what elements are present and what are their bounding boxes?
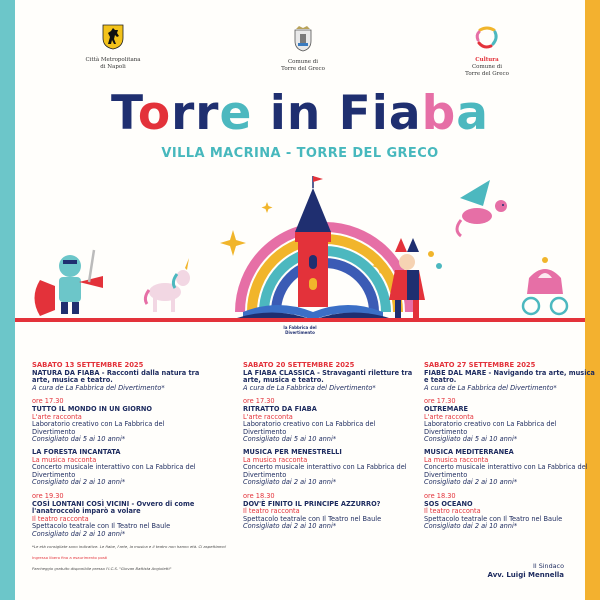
session-desc: Laboratorio creativo con La Fabbrica del Divertimento: [243, 420, 376, 436]
logo-cultura: [432, 24, 542, 78]
event-column-13-sept: [32, 362, 204, 538]
logo-cultura-line1: Cultura: [475, 57, 499, 63]
logo-metro-line1: Città Metropolitana: [85, 57, 141, 63]
partner-line1: la Fabbrica del: [283, 325, 317, 330]
jester-icon: [389, 238, 442, 318]
session-age: Consigliato dai 5 ai 10 anni*: [424, 435, 518, 444]
session-age: Consigliato dai 5 ai 10 anni*: [243, 435, 337, 444]
flying-dragon-icon: [457, 180, 507, 236]
event-theme: FIABE DAL MARE - Navigando tra arte, musica e teatro.: [424, 368, 595, 385]
session-genre: L'arte racconta: [32, 412, 82, 421]
session-title: OLTREMARE: [424, 404, 469, 413]
carriage-icon: [523, 257, 567, 314]
event-curated: A cura de La Fabbrica del Divertimento*: [243, 383, 376, 392]
session-age: Consigliato dai 2 ai 10 anni*: [243, 522, 337, 531]
session-age: Consigliato dai 5 ai 10 anni*: [32, 435, 126, 444]
session-desc: Spettacolo teatrale con Il Teatro nel Baule: [243, 514, 382, 523]
title-part-2: o: [137, 86, 172, 141]
event-time: ore 17.30: [243, 397, 275, 406]
footnote-age: *Le età consigliate sono indicative. Le fiabe, l'arte, la musica e il teatro non hanno età. Ci aspettiamo!: [32, 544, 227, 549]
session-title: DOV'È FINITO IL PRINCIPE AZZURRO?: [243, 499, 381, 508]
footnotes: [32, 545, 252, 571]
event-time: ore 18.30: [424, 491, 456, 500]
event-time: ore 17.30: [32, 397, 64, 406]
session-genre: L'arte racconta: [424, 412, 474, 421]
logo-cultura-line3: Torre del Greco: [465, 71, 509, 77]
session-title: TUTTO IL MONDO IN UN GIORNO: [32, 404, 153, 413]
event-column-27-sept: [424, 362, 596, 531]
logo-torre-line1: Comune di: [287, 59, 319, 65]
session-genre: Il teatro racconta: [424, 507, 481, 516]
title-part-1: T: [111, 86, 138, 141]
session-age: Consigliato dai 2 ai 10 anni*: [32, 529, 126, 538]
logo-citta-metropolitana: [58, 24, 168, 71]
mayor-signature: [468, 562, 584, 580]
session-genre: La musica racconta: [32, 455, 97, 464]
event-date: SABATO 20 SETTEMBRE 2025: [243, 361, 355, 369]
mayor-role: Il Sindaco: [533, 562, 564, 570]
title-part-4: e: [219, 86, 253, 141]
title-part-7: a: [456, 86, 489, 141]
event-theme: NATURA DA FIABA - Racconti dalla natura tra arte, musica e teatro.: [32, 368, 200, 385]
partner-logo-fabbrica: [278, 326, 322, 335]
logo-metro-line2: di Napoli: [100, 64, 126, 70]
session-genre: Il teatro racconta: [243, 507, 300, 516]
cultura-swirl-icon: [474, 24, 500, 50]
event-theme: LA FIABA CLASSICA - Stravaganti riletture tra arte, musica e teatro.: [243, 368, 413, 385]
subtitle: VILLA MACRINA - TORRE DEL GRECO: [161, 146, 439, 161]
event-column-20-sept: [243, 362, 415, 531]
event-date: SABATO 27 SETTEMBRE 2025: [424, 361, 536, 369]
event-date: SABATO 13 SETTEMBRE 2025: [32, 361, 144, 369]
session-genre: Il teatro racconta: [32, 514, 89, 523]
session-title: COSÌ LONTANI COSÌ VICINI - Ovvero di come l'anatroccolo imparò a volare: [32, 499, 195, 516]
title-part-3: rr: [171, 86, 220, 141]
session-genre: La musica racconta: [424, 455, 489, 464]
session-title: RITRATTO DA FIABA: [243, 404, 317, 413]
session-desc: Concerto musicale interattivo con La Fabbrica del Divertimento: [424, 463, 588, 479]
session-age: Consigliato dai 2 ai 10 anni*: [424, 522, 518, 531]
session-genre: La musica racconta: [243, 455, 308, 464]
session-desc: Spettacolo teatrale con Il Teatro nel Baule: [424, 514, 563, 523]
town-crest-icon: [292, 24, 314, 52]
left-teal-border: [0, 0, 15, 600]
session-age: Consigliato dai 2 ai 10 anni*: [424, 478, 518, 487]
castle-tower-icon: [295, 176, 331, 307]
session-title: MUSICA PER MENESTRELLI: [243, 447, 342, 456]
session-title: SOS OCEANO: [424, 499, 473, 508]
mayor-name: Avv. Luigi Mennella: [487, 571, 564, 579]
session-desc: Concerto musicale interattivo con La Fabbrica del Divertimento: [32, 463, 196, 479]
session-desc: Concerto musicale interattivo con La Fabbrica del Divertimento: [243, 463, 407, 479]
logo-comune-torre-del-greco: [248, 24, 358, 73]
event-curated: A cura de La Fabbrica del Divertimento*: [424, 383, 557, 392]
session-title: LA FORESTA INCANTATA: [32, 447, 121, 456]
event-time: ore 17.30: [424, 397, 456, 406]
event-time: ore 19.30: [32, 491, 64, 500]
session-desc: Laboratorio creativo con La Fabbrica del Divertimento: [424, 420, 557, 436]
fairy-tale-illustration: [15, 170, 585, 350]
session-age: Consigliato dai 2 ai 10 anni*: [243, 478, 337, 487]
footnote-entry: Ingresso libero fino a esaurimento posti: [32, 554, 108, 560]
event-curated: A cura de La Fabbrica del Divertimento*: [32, 383, 165, 392]
session-desc: Spettacolo teatrale con Il Teatro nel Baule: [32, 522, 171, 531]
logo-torre-line2: Torre del Greco: [281, 66, 325, 72]
session-title: MUSICA MEDITERRANEA: [424, 447, 514, 456]
session-desc: Laboratorio creativo con La Fabbrica del Divertimento: [32, 420, 165, 436]
partner-line2: Divertimento: [285, 329, 315, 335]
footnote-parking: Parcheggio gratuito disponibile presso l'I.C.S. "Giovan Battista Angioletti": [32, 565, 172, 571]
page-title: [20, 86, 580, 142]
red-divider-line: [15, 318, 585, 322]
logo-cultura-line2: Comune di: [471, 64, 503, 70]
unicorn-icon: [145, 258, 190, 312]
horse-crest-icon: [102, 24, 124, 50]
title-part-6: b: [421, 86, 457, 141]
session-age: Consigliato dai 2 ai 10 anni*: [32, 478, 126, 487]
session-genre: L'arte racconta: [243, 412, 293, 421]
knight-icon: [35, 250, 104, 316]
event-time: ore 18.30: [243, 491, 275, 500]
title-part-5: in Fia: [252, 86, 422, 141]
